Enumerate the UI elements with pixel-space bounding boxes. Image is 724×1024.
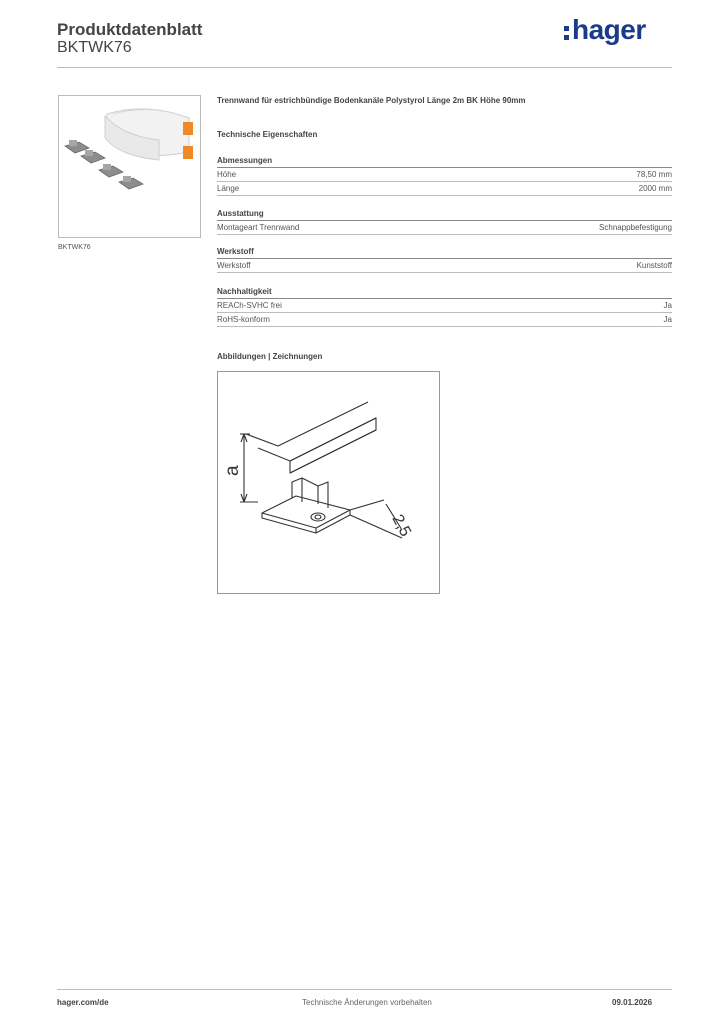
footer-notice: Technische Änderungen vorbehalten bbox=[302, 998, 432, 1007]
drawings-heading: Abbildungen | Zeichnungen bbox=[217, 352, 323, 361]
spec-value: 2000 mm bbox=[638, 184, 672, 193]
spec-label: Montageart Trennwand bbox=[217, 223, 300, 232]
spec-value: Ja bbox=[663, 315, 672, 324]
spec-value: 78,50 mm bbox=[636, 170, 672, 179]
clip-drawing-icon bbox=[218, 372, 439, 593]
dimension-a-label: a bbox=[222, 465, 243, 476]
spec-value: Ja bbox=[663, 301, 672, 310]
logo-text: hager bbox=[572, 14, 646, 45]
product-info bbox=[217, 96, 672, 139]
logo-dots-icon bbox=[564, 26, 569, 40]
product-image-caption: BKTWK76 bbox=[58, 244, 91, 251]
section-title: Nachhaltigkeit bbox=[217, 287, 672, 299]
spec-label: Werkstoff bbox=[217, 261, 251, 270]
tech-heading: Technische Eigenschaften bbox=[217, 130, 318, 139]
section-abmessungen bbox=[217, 156, 672, 196]
article-number: BKTWK76 bbox=[57, 39, 132, 56]
section-ausstattung bbox=[217, 209, 672, 235]
spec-value: Kunststoff bbox=[636, 261, 672, 270]
spec-label: REACh-SVHC frei bbox=[217, 301, 282, 310]
dimension-2-5-label: 2,5 bbox=[388, 511, 414, 540]
footer-divider bbox=[57, 989, 672, 990]
product-photo-icon bbox=[59, 96, 200, 237]
section-nachhaltigkeit bbox=[217, 287, 672, 327]
technical-drawing bbox=[217, 371, 440, 594]
footer-date: 09.01.2026 bbox=[612, 998, 653, 1007]
header-divider bbox=[57, 67, 672, 68]
spec-label: RoHS-konform bbox=[217, 315, 270, 324]
spec-value: Schnappbefestigung bbox=[599, 223, 672, 232]
section-title: Ausstattung bbox=[217, 209, 672, 221]
product-image bbox=[58, 95, 201, 238]
spec-label: Länge bbox=[217, 184, 240, 193]
product-description: Trennwand für estrichbündige Bodenkanäle Polystyrol Länge 2m BK Höhe 90mm bbox=[217, 96, 526, 105]
section-title: Abmessungen bbox=[217, 156, 672, 168]
section-werkstoff bbox=[217, 247, 672, 273]
spec-row bbox=[217, 299, 672, 313]
spec-row bbox=[217, 221, 672, 235]
spec-row bbox=[217, 313, 672, 327]
spec-row bbox=[217, 182, 672, 196]
hager-logo bbox=[566, 14, 646, 46]
page-title: Produktdatenblatt bbox=[57, 20, 203, 39]
spec-row bbox=[217, 259, 672, 273]
footer-website-link[interactable]: hager.com/de bbox=[57, 998, 109, 1007]
section-title: Werkstoff bbox=[217, 247, 672, 259]
spec-row bbox=[217, 168, 672, 182]
spec-label: Höhe bbox=[217, 170, 237, 179]
